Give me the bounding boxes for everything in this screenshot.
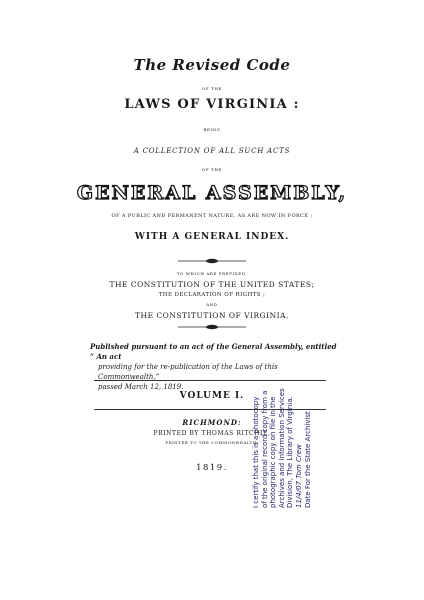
certification-stamp [252, 388, 314, 508]
stamp-line-2: of the original record copy from a [260, 390, 269, 508]
collection-line: A COLLECTION OF ALL SUCH ACTS [133, 147, 291, 155]
public-nature-line: OF A PUBLIC AND PERMANENT NATURE, AS ARE NOW IN FORCE ; [111, 213, 313, 219]
of-the-line-2: OF THE [201, 167, 222, 172]
publication-note [90, 342, 340, 392]
stamp-line-6-signature: 11/4/07 Tom Crew [294, 444, 303, 508]
publication-note-line-2: providing for the re-publication of the Laws of this Commonwealth,” [98, 363, 278, 381]
rule-top [94, 380, 326, 381]
year-line: 1819. [196, 463, 228, 473]
printed-by-line: PRINTED BY THOMAS RITCHIE, [153, 430, 271, 437]
ornament-divider-2 [176, 324, 248, 330]
stamp-line-5: Division, The Library of Virginia. [286, 396, 295, 508]
publication-note-line-3: passed March 12, 1819. [98, 383, 184, 391]
general-assembly-heading: GENERAL ASSEMBLY, [76, 182, 348, 204]
ornament-divider-1 [176, 258, 248, 264]
stamp-line-4: Archives and Information Services [277, 388, 286, 508]
richmond-line: RICHMOND: [182, 418, 242, 427]
and-line: AND [206, 302, 218, 307]
general-index-line: WITH A GENERAL INDEX. [134, 232, 290, 242]
declaration-line: THE DECLARATION OF RIGHTS ; [158, 292, 266, 298]
stamp-line-3: photographic copy on file in the [269, 396, 278, 508]
being-line: BEING [203, 127, 221, 132]
stamp-line-1: I certify that this is a photocopy [252, 396, 260, 508]
printer-to-line: PRINTER TO THE COMMONWEALTH. [165, 440, 259, 445]
of-the-line-1: OF THE [201, 86, 222, 91]
laws-of-virginia-heading: LAWS OF VIRGINIA : [124, 97, 300, 112]
volume-label: VOLUME I. [179, 391, 245, 401]
constitution-us-line: THE CONSTITUTION OF THE UNITED STATES; [109, 280, 315, 289]
constitution-va-line: THE CONSTITUTION OF VIRGINIA. [135, 311, 289, 320]
code-title: The Revised Code [133, 56, 291, 74]
stamp-line-7: Date For the State Archivist [303, 411, 312, 508]
to-which-line: TO WHICH ARE PREFIXED, [176, 271, 248, 276]
publication-note-line-1: Published pursuant to an act of the General Assembly, entitled “ An act [90, 342, 337, 361]
